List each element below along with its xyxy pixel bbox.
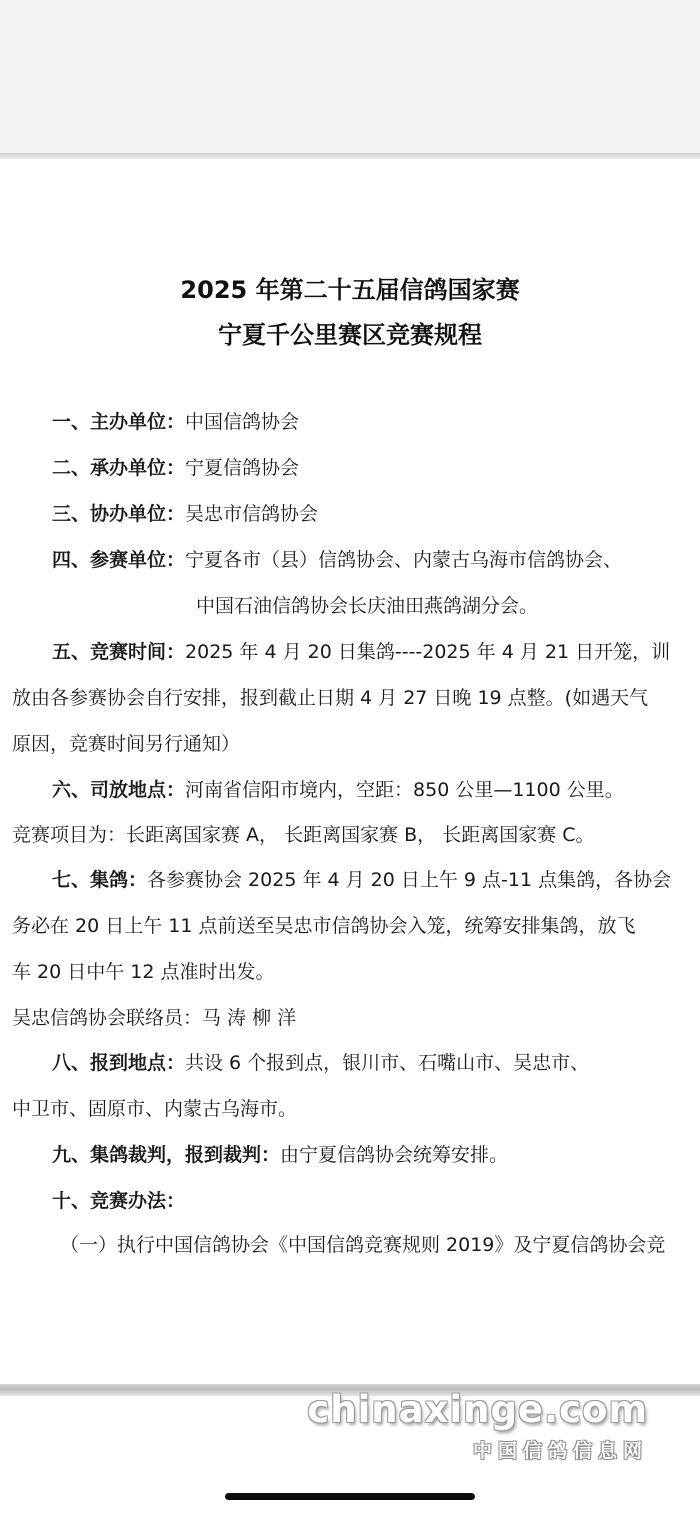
section-referees: [52, 1140, 508, 1167]
section-text: 由宁夏信鸽协会统筹安排。: [280, 1144, 509, 1166]
home-indicator[interactable]: [225, 1493, 475, 1500]
section-text: 中国信鸽协会: [185, 411, 300, 433]
section-text: 吴忠市信鸽协会: [185, 503, 319, 525]
section-label: 二、承办单位：: [52, 457, 186, 479]
section-time-line2: 放由各参赛协会自行安排，报到截止日期 4 月 27 日晚 19 点整。(如遇天气: [12, 687, 649, 709]
section-text: 宁夏信鸽协会: [185, 457, 300, 479]
section-time-line3: 原因，竞赛时间另行通知）: [12, 733, 241, 755]
section-collection-line3: 车 20 日中午 12 点准时出发。: [12, 961, 275, 983]
section-label: 五、竞赛时间：: [52, 641, 186, 663]
section-text: 共设 6 个报到点，银川市、石嘴山市、吴忠市、: [185, 1052, 590, 1074]
section-label: 一、主办单位：: [52, 411, 186, 433]
section-label: 九、集鸽裁判，报到裁判：: [52, 1144, 281, 1166]
section-text: 2025 年 4 月 20 日集鸽----2025 年 4 月 21 日开笼，训: [185, 641, 671, 663]
race-items: 竞赛项目为：长距离国家赛 A， 长距离国家赛 B， 长距离国家赛 C。: [12, 824, 595, 846]
section-host: [52, 453, 299, 480]
doc-title-line2: 宁夏千公里赛区竞赛规程: [218, 321, 482, 349]
section-collection-line2: 务必在 20 日上午 11 点前送至吴忠市信鸽协会入笼，统筹安排集鸽，放飞: [12, 915, 636, 937]
document-page: [0, 159, 700, 1384]
section-report-sites: [52, 1048, 589, 1075]
watermark-domain: chinaxinge.com: [307, 1388, 648, 1431]
section-text: 各参赛协会 2025 年 4 月 20 日上午 9 点-11 点集鸽，各协会: [147, 869, 672, 891]
section-label: 八、报到地点：: [52, 1052, 186, 1074]
section-release-site: [52, 775, 624, 802]
section-co-organizer: [52, 499, 318, 526]
section-participants: [52, 545, 622, 572]
section-time: [52, 637, 670, 664]
doc-title-line1: 2025 年第二十五届信鸽国家赛: [180, 276, 520, 304]
contact-persons: 吴忠信鸽协会联络员：马 涛 柳 洋: [12, 1007, 297, 1029]
section-label: 六、司放地点：: [52, 779, 186, 801]
race-method-item-1: （一）执行中国信鸽协会《中国信鸽竞赛规则 2019》及宁夏信鸽协会竞: [60, 1234, 666, 1256]
section-report-sites-line2: 中卫市、固原市、内蒙古乌海市。: [12, 1098, 298, 1120]
section-collection: [52, 865, 671, 892]
section-label: 十、竞赛办法：: [52, 1190, 186, 1212]
top-gray-area: [0, 0, 700, 153]
section-participants-cont: 中国石油信鸽协会长庆油田燕鸽湖分会。: [196, 595, 539, 617]
section-label: 七、集鸽：: [52, 869, 148, 891]
section-text: 河南省信阳市境内，空距：850 公里—1100 公里。: [185, 779, 624, 801]
watermark-site-name: 中国信鸽信息网: [472, 1440, 648, 1462]
section-organizer: [52, 407, 299, 434]
section-label: 四、参赛单位：: [52, 549, 186, 571]
section-race-method: [52, 1186, 185, 1213]
section-label: 三、协办单位：: [52, 503, 186, 525]
section-text: 宁夏各市（县）信鸽协会、内蒙古乌海市信鸽协会、: [185, 549, 623, 571]
